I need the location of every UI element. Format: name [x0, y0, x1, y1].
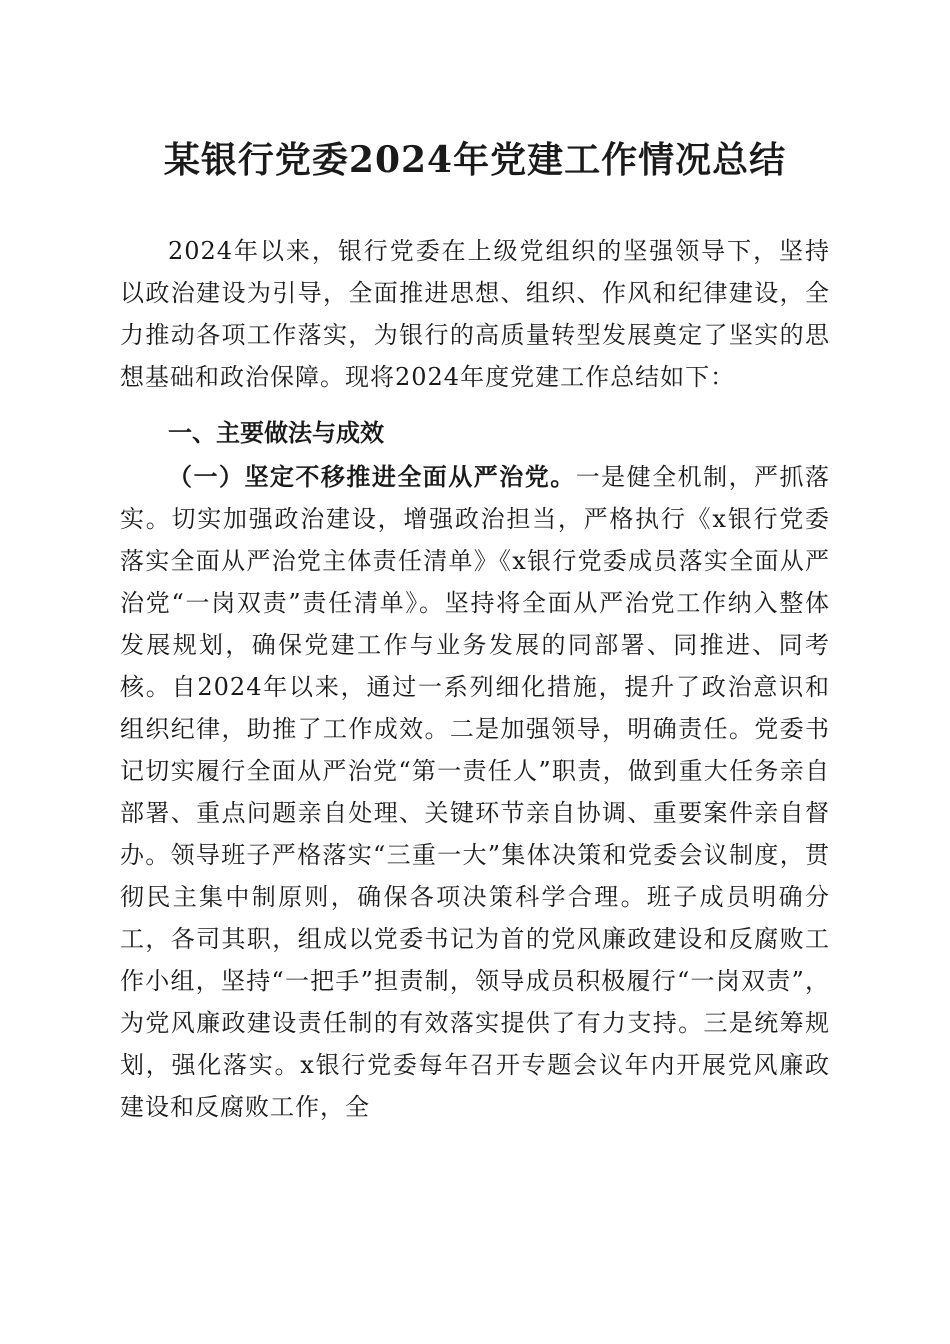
- subsection-body: 一是健全机制，严抓落实。切实加强政治建设，增强政治担当，严格执行《x银行党委落实全面从严治党主体责任清单》《x银行党委成员落实全面从严治党“一岗双责”责任清单》。坚持将全面从严治党工作纳入整体发展规划，确保党建工作与业务发展的同部署、同推进、同考核。自2024年以来，通过一系列细化措施，提升了政治意识和组织纪律，助推了工作成效。二是加强领导，明确责任。党委书记切实履行全面从严治党“第一责任人”职责，做到重大任务亲自部署、重点问题亲自处理、关键环节亲自协调、重要案件亲自督办。领导班子严格落实“三重一大”集体决策和党委会议制度，贯彻民主集中制原则，确保各项决策科学合理。班子成员明确分工，各司其职，组成以党委书记为首的党风廉政建设和反腐败工作小组，坚持“一把手”担责制，领导成员积极履行“一岗双责”，为党风廉政建设责任制的有效落实提供了有力支持。三是统筹规划，强化落实。x银行党委每年召开专题会议年内开展党风廉政建设和反腐败工作，全: [120, 463, 831, 1121]
- intro-paragraph: 2024年以来，银行党委在上级党组织的坚强领导下，坚持以政治建设为引导，全面推进思想、组织、作风和纪律建设，全力推动各项工作落实，为银行的高质量转型发展奠定了坚实的思想基础和政治保障。现将2024年度党建工作总结如下：: [120, 237, 830, 391]
- subsection-paragraph: [120, 456, 830, 1128]
- section-heading: 一、主要做法与成效: [168, 419, 384, 447]
- subsection-heading: （一）坚定不移推进全面从严治党。: [168, 462, 576, 491]
- document-title: 某银行党委2024年党建工作情况总结: [163, 139, 787, 181]
